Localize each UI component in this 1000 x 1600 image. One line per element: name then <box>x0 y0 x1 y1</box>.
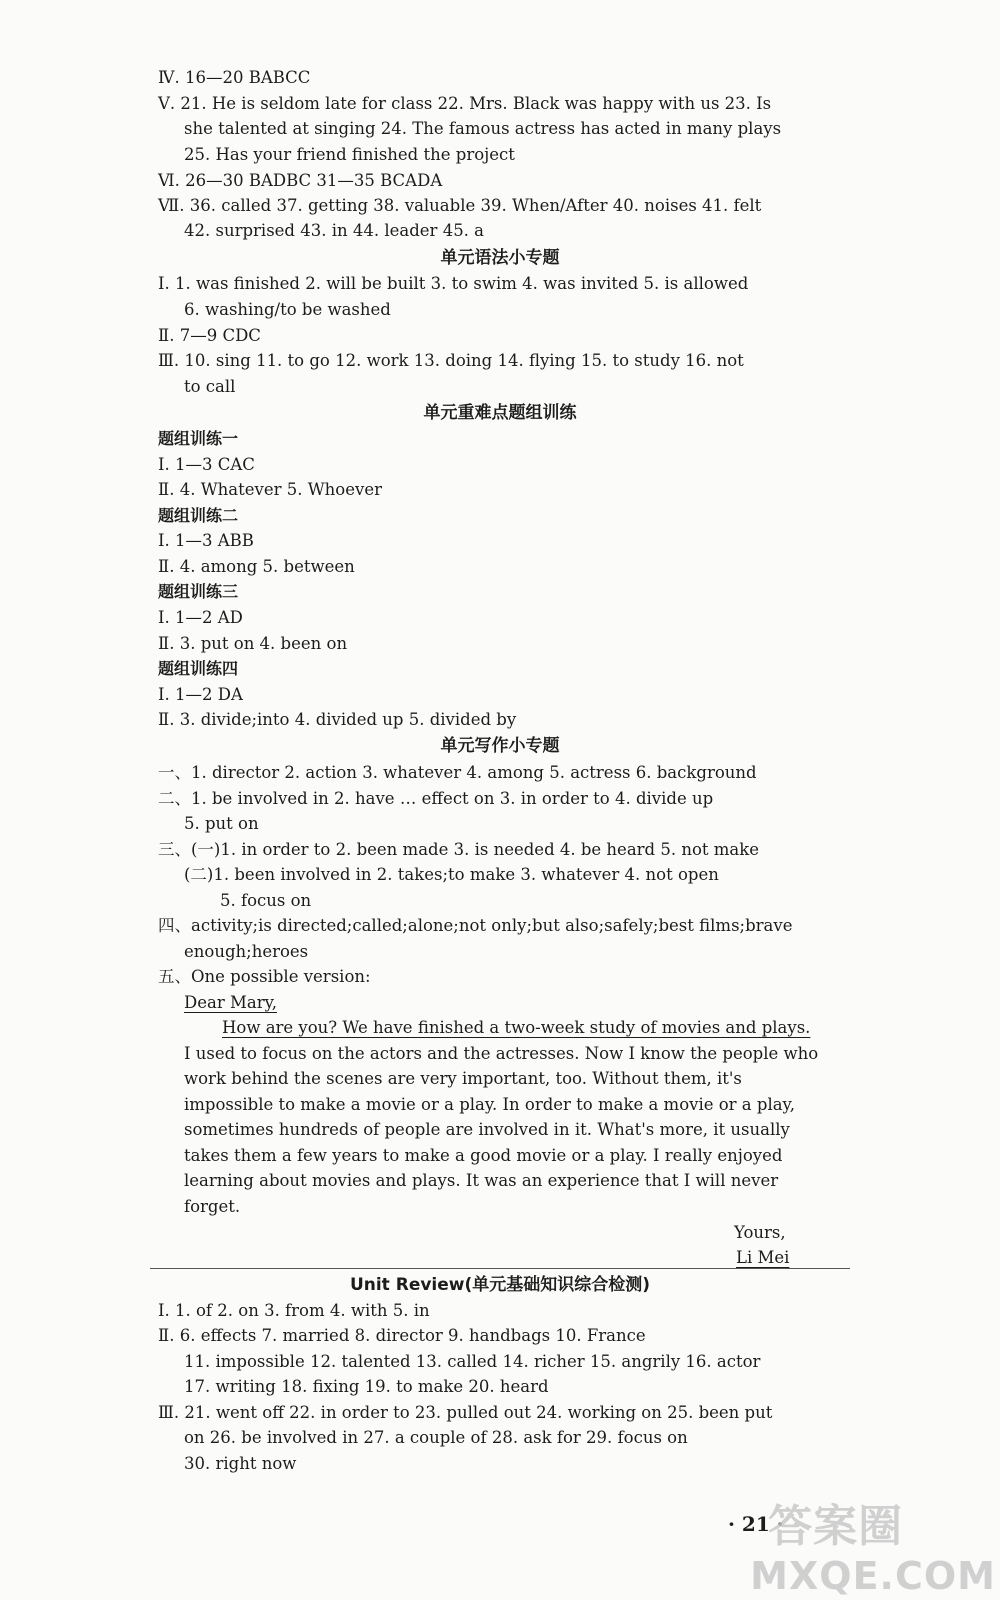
answer-line: 四、activity;is directed;called;alone;not only;but also;safely;best films;brave <box>158 916 793 935</box>
section-heading-review: Unit Review(单元基础知识综合检测) <box>349 1275 651 1295</box>
answer-line: on 26. be involved in 27. a couple of 28. ask for 29. focus on <box>184 1428 688 1447</box>
answer-line: 5. put on <box>184 814 259 833</box>
answer-line: 11. impossible 12. talented 13. called 14. richer 15. angrily 16. actor <box>184 1352 761 1371</box>
answer-line: 6. washing/to be washed <box>184 300 391 319</box>
page-number: · 21 · <box>728 1512 784 1536</box>
section-heading-writing: 单元写作小专题 <box>440 736 560 756</box>
section-heading-key-points: 单元重难点题组训练 <box>423 403 577 423</box>
answer-line: 25. Has your friend finished the project <box>184 145 515 164</box>
answer-line: Ⅳ. 16—20 BABCC <box>158 68 311 87</box>
watermark <box>750 1490 996 1598</box>
answer-line: Ⅱ. 3. divide;into 4. divided up 5. divided by <box>158 710 517 729</box>
answer-line: Ⅲ. 21. went off 22. in order to 23. pulled out 24. working on 25. been put <box>158 1403 773 1422</box>
answer-line: Ⅱ. 4. Whatever 5. Whoever <box>158 480 382 499</box>
group-heading: 题组训练一 <box>158 429 239 448</box>
letter-line: takes them a few years to make a good movie or a play. I really enjoyed <box>184 1146 783 1165</box>
answer-line: Ⅰ. 1—3 CAC <box>158 455 255 474</box>
letter-line <box>222 1017 811 1039</box>
answer-line: Ⅱ. 7—9 CDC <box>158 326 261 345</box>
answer-line: Ⅴ. 21. He is seldom late for class 22. Mrs. Black was happy with us 23. Is <box>158 94 772 113</box>
answer-line: 三、(一)1. in order to 2. been made 3. is needed 4. be heard 5. not make <box>158 840 760 859</box>
letter-text: How are you? We have finished a two-week study of movies and plays. <box>222 1018 811 1037</box>
letter-line: impossible to make a movie or a play. In order to make a movie or a play, <box>184 1095 795 1114</box>
group-heading: 题组训练二 <box>158 506 239 525</box>
answer-line: 5. focus on <box>220 891 312 910</box>
answer-line: 一、1. director 2. action 3. whatever 4. among 5. actress 6. background <box>158 763 757 782</box>
answer-line: 30. right now <box>184 1454 297 1473</box>
letter-line: sometimes hundreds of people are involved in it. What's more, it usually <box>184 1120 790 1139</box>
answer-line: Ⅰ. 1—2 AD <box>158 608 243 627</box>
letter-signature: Li Mei <box>736 1248 790 1267</box>
answer-line: 17. writing 18. fixing 19. to make 20. heard <box>184 1377 549 1396</box>
answer-line: Ⅰ. 1—2 DA <box>158 685 243 704</box>
answer-line: Ⅱ. 4. among 5. between <box>158 557 355 576</box>
answer-line: Ⅱ. 3. put on 4. been on <box>158 634 348 653</box>
answer-line: 42. surprised 43. in 44. leader 45. a <box>184 221 485 240</box>
answer-line: (二)1. been involved in 2. takes;to make 3. whatever 4. not open <box>184 865 719 884</box>
section-divider <box>150 1268 850 1269</box>
group-heading: 题组训练四 <box>158 659 239 678</box>
answer-line: Ⅰ. 1—3 ABB <box>158 531 254 550</box>
answer-line: Ⅵ. 26—30 BADBC 31—35 BCADA <box>158 171 443 190</box>
letter-line: learning about movies and plays. It was an experience that I will never <box>184 1171 779 1190</box>
answer-line: she talented at singing 24. The famous actress has acted in many plays <box>184 119 782 138</box>
answer-line: Ⅱ. 6. effects 7. married 8. director 9. handbags 10. France <box>158 1326 646 1345</box>
letter-line: forget. <box>184 1197 241 1216</box>
group-heading: 题组训练三 <box>158 582 239 601</box>
section-heading-grammar: 单元语法小专题 <box>440 248 560 268</box>
answer-line: Ⅶ. 36. called 37. getting 38. valuable 39. When/After 40. noises 41. felt <box>158 196 762 215</box>
watermark-logo: 答案圈 <box>768 1501 904 1552</box>
answer-line: 二、1. be involved in 2. have … effect on 3. in order to 4. divide up <box>158 789 714 808</box>
answer-line: 五、One possible version: <box>158 967 371 986</box>
letter-line: work behind the scenes are very important, too. Without them, it's <box>184 1069 742 1088</box>
answer-line: to call <box>184 377 236 396</box>
letter-text: I used to focus on the actors and the actresses. Now I know the people who <box>184 1044 819 1063</box>
watermark-url: MXQE.COM <box>750 1554 996 1598</box>
answer-line: enough;heroes <box>184 942 309 961</box>
letter-salutation: Dear Mary, <box>184 993 277 1012</box>
answer-line: Ⅰ. 1. of 2. on 3. from 4. with 5. in <box>158 1301 430 1320</box>
answer-line: Ⅰ. 1. was finished 2. will be built 3. to swim 4. was invited 5. is allowed <box>158 274 749 293</box>
answer-line: Ⅲ. 10. sing 11. to go 12. work 13. doing 14. flying 15. to study 16. not <box>158 351 744 370</box>
letter-line <box>184 1043 819 1065</box>
letter-closing: Yours, <box>734 1223 786 1242</box>
